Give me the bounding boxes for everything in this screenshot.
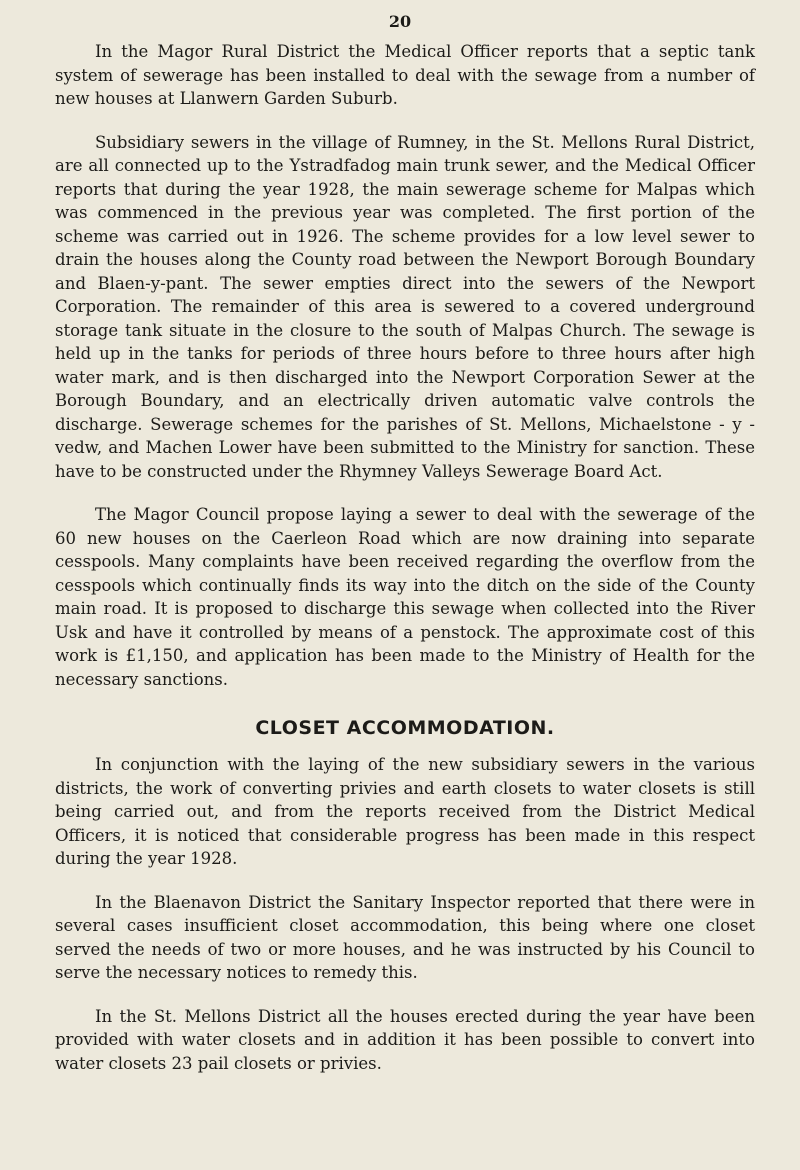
document-body bbox=[55, 40, 755, 1075]
paragraph-subsidiary-sewers: Subsidiary sewers in the village of Rumney, in the St. Mellons Rural District, are all connected up to the Ystradfadog main trunk sewer, and the Medical Officer reports that during the year 1928, the main sewerage scheme for Malpas which was commenced in the previous year was completed. The first portion of the scheme was carried out in 1926. The scheme provides for a low level sewer to drain the houses along the County road between the Newport Borough Boundary and Blaen-y-pant. The sewer empties direct into the sewers of the Newport Corporation. The remainder of this area is sewered to a covered underground storage tank situate in the closure to the south of Malpas Church. The sewage is held up in the tanks for periods of three hours before to three hours after high water mark, and is then discharged into the Newport Corporation Sewer at the Borough Boundary, and an electrically driven automatic valve controls the discharge. Sewerage schemes for the parishes of St. Mellons, Michaelstone - y - vedw, and Machen Lower have been submitted to the Ministry for sanction. These have to be constructed under the Rhymney Valleys Sewerage Board Act. bbox=[55, 132, 755, 481]
paragraph-st-mellons-district: In the St. Mellons District all the houses erected during the year have been provided with water closets and in addition it has been possible to convert into water closets 23 pail closets or privies. bbox=[55, 1006, 755, 1073]
paragraph-blaenavon-district: In the Blaenavon District the Sanitary Inspector reported that there were in several cases insufficient closet accommodation, this being where one closet served the needs of two or more houses, and he was instructed by his Council to serve the necessary notices to remedy this. bbox=[55, 892, 755, 982]
page-number: 20 bbox=[388, 12, 412, 31]
paragraph-magor-septic-tank: In the Magor Rural District the Medical Officer reports that a septic tank system of sewerage has been installed to deal with the sewage from a number of new houses at Llanwern Garden Suburb. bbox=[55, 42, 755, 108]
paragraph-closet-conversion: In conjunction with the laying of the new subsidiary sewers in the various districts, the work of converting privies and earth closets to water closets is still being carried out, and from the reports received from the District Medical Officers, it is noticed that considerable progress has been made in this respect during the year 1928. bbox=[55, 755, 755, 868]
section-heading: CLOSET ACCOMMODATION. bbox=[255, 717, 555, 739]
paragraph-magor-council-sewer: The Magor Council propose laying a sewer to deal with the sewerage of the 60 new houses on the Caerleon Road which are now draining into separate cesspools. Many complaints have been received regarding the overflow from the cesspools which continually finds its way into the ditch on the side of the County main road. It is proposed to discharge this sewage when collected into the River Usk and have it controlled by means of a penstock. The approximate cost of this work is £1,150, and application has been made to the Ministry of Health for the necessary sanctions. bbox=[55, 505, 755, 689]
